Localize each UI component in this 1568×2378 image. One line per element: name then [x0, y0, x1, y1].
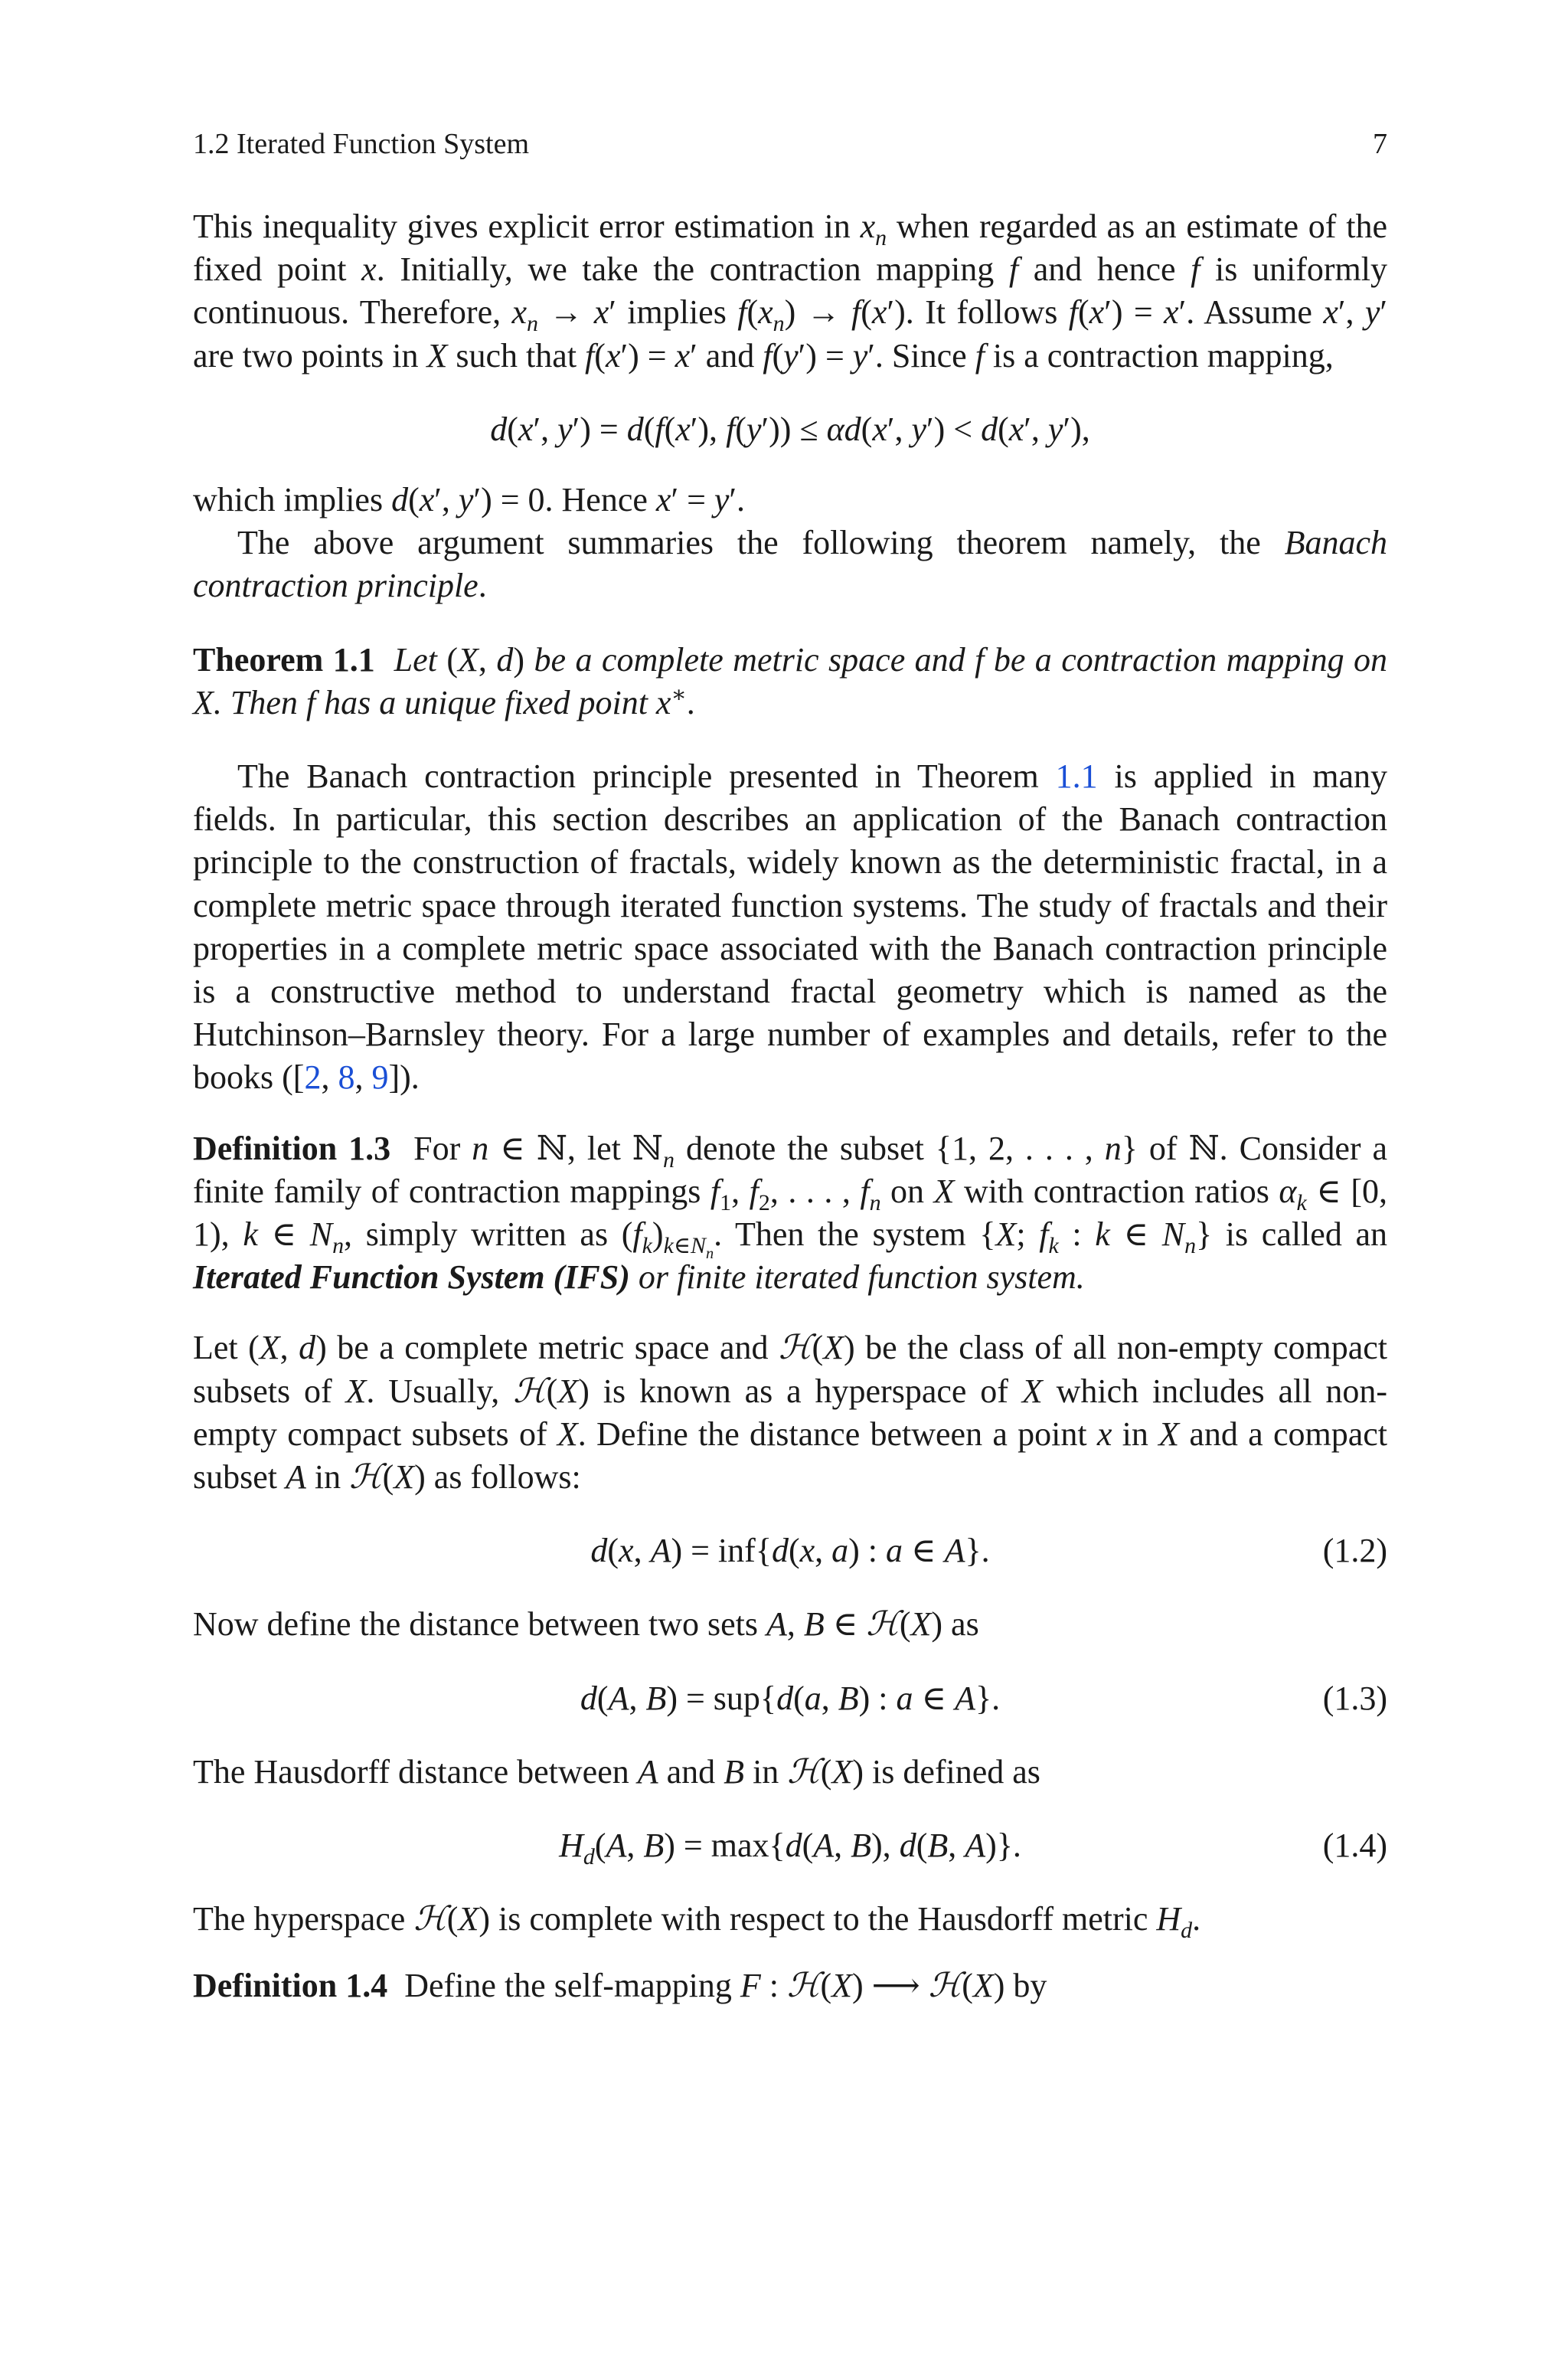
- citation-link-2[interactable]: 2: [304, 1058, 322, 1097]
- equation-number-1-2: (1.2): [1322, 1532, 1387, 1570]
- paragraph-set-distance: Now define the distance between two sets A, B ∈ ℋ(X) as: [193, 1604, 979, 1644]
- paragraph-banach-applications: The Banach contraction principle presented in Theorem 1.1 is applied in many fields. In particular, this section describes an application of the Banach contraction principle to the construction of fractals, widely known as the deterministic fractal, in a complete metric space through iterated function systems. The study of fractals and their properties in a complete metric space associated with the Banach contraction principle is a constructive method to understand fractal geometry which is named as the Hutchinson–Barnsley theory. For a large number of examples and details, refer to the books ([2, 8, 9]).: [193, 757, 1387, 1097]
- paragraph-summary: The above argument summaries the following theorem namely, the Banach contraction principle.: [193, 524, 1387, 605]
- theorem-label: Theorem 1.1: [193, 640, 375, 679]
- equation-1-4-body: $H_d(A$, B) = max{d(A, B), d(B, A)}.: [559, 1827, 1021, 1869]
- definition-1-3: Definition 1.3 For n ∈ ℕ, let ℕ$_n$ denote the subset {1, 2, . . . , n} of ℕ. Consider a finite family of contraction mappings $f_1$, $f_2$, . . . , $f_n$ on X with contraction ratios $\alpha_k$ ∈ [0, 1), k ∈ $N_n$, simply written as $(f_k)_{k\in N_n}$. Then the system {X; $f_k$ : k ∈ $N_n$} is called an Iterated Function System (IFS) or finite iterated function system.: [193, 1129, 1388, 1297]
- equation-1-4: [193, 1824, 1387, 1867]
- definition-1-4: Definition 1.4 Define the self-mapping F : ℋ(X) ⟶ ℋ(X) by: [193, 1965, 1047, 2005]
- equation-1-2: [193, 1529, 1387, 1572]
- paragraph-hyperspace: Let (X, d) be a complete metric space and ℋ(X) be the class of all non-empty compact subsets of X. Usually, ℋ(X) is known as a hyperspace of X which includes all non-empty compact subsets of X. Define the distance between a point x in X and a compact subset A in ℋ(X) as follows:: [193, 1328, 1387, 1497]
- equation-number-1-4: (1.4): [1322, 1827, 1387, 1865]
- theorem-1-1: Theorem 1.1 Let (X, d) be a complete metric space and f be a contraction mapping on X. Then f has a unique fixed point x∗.: [193, 640, 1388, 721]
- paragraph-error-estimation: This inequality gives explicit error estimation in $x_n$ when regarded as an estimate of the fixed point x. Initially, we take the contraction mapping f and hence f is uniformly continuous. Therefore, $x_n \to x'$ implies $f(x_n) \to f(x')$. It follows f(x′) = x′. Assume x′, y′ are two points in X such that f(x′) = x′ and f(y′) = y′. Since f is a contraction mapping,: [193, 208, 1388, 375]
- paragraph-hausdorff: The Hausdorff distance between A and B in ℋ(X) is defined as: [193, 1752, 1040, 1791]
- theorem-link[interactable]: 1.1: [1055, 757, 1098, 796]
- ifs-term: Iterated Function System (IFS): [193, 1258, 630, 1297]
- definition-1-3-label: Definition 1.3: [193, 1129, 391, 1167]
- paragraph-completeness: The hyperspace ℋ(X) is complete with respect to the Hausdorff metric $H_d$.: [193, 1899, 1201, 1944]
- equation-1-3-body: d(A, B) = sup{d(a, B) : a ∈ A}.: [580, 1679, 1001, 1717]
- citation-link-9[interactable]: 9: [371, 1058, 389, 1097]
- paragraph-uniqueness: which implies d(x′, y′) = 0. Hence x′ = y′.: [193, 481, 746, 519]
- contraction-inequality: d(x′, y′) = d(f(x′), f(y′)) ≤ αd(x′, y′) < d(x′, y′),: [490, 410, 1090, 448]
- definition-1-4-label: Definition 1.4: [193, 1966, 388, 2004]
- equation-1-2-body: d(x, A) = inf{d(x, a) : a ∈ A}.: [590, 1532, 990, 1570]
- main-text: [193, 205, 1387, 2007]
- equation-number-1-3: (1.3): [1322, 1679, 1387, 1717]
- running-header: [193, 123, 1387, 165]
- citation-link-8[interactable]: 8: [338, 1058, 355, 1097]
- running-header-section: 1.2 Iterated Function System: [193, 128, 530, 160]
- equation-1-3: [193, 1677, 1387, 1720]
- page-number: 7: [1373, 128, 1387, 160]
